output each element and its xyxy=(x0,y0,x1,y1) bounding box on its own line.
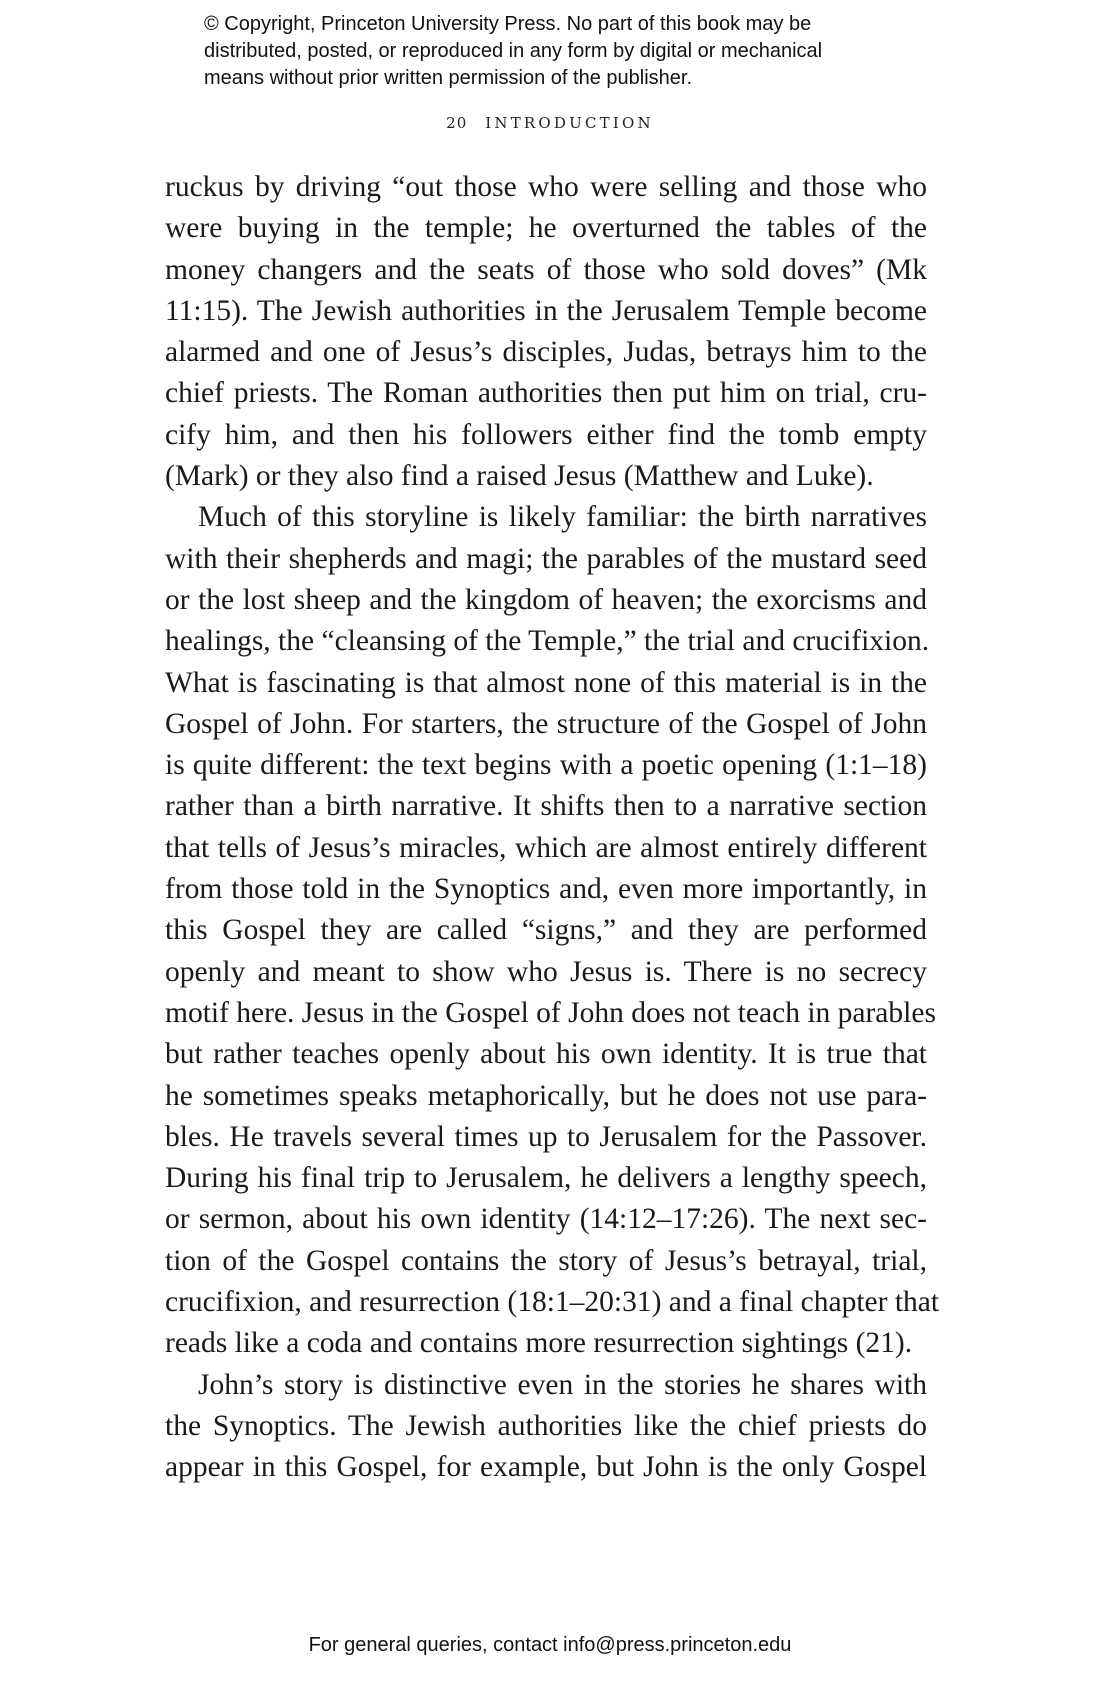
copyright-notice xyxy=(204,11,964,92)
text-line: he sometimes speaks metaphorically, but he does not use para- xyxy=(165,1079,927,1112)
paragraph xyxy=(165,167,927,497)
text-line: from those told in the Synoptics and, even more importantly, in xyxy=(165,873,927,906)
text-line: ruckus by driving “out those who were selling and those who xyxy=(165,171,927,203)
body-text xyxy=(165,167,940,1489)
text-line: or sermon, about his own identity (14:12–17:26). The next sec- xyxy=(165,1203,927,1236)
copyright-line: distributed, posted, or reproduced in any form by digital or mechanical xyxy=(204,40,823,62)
text-line: with their shepherds and magi; the parables of the mustard seed xyxy=(165,542,927,575)
text-line: is quite different: the text begins with a poetic opening (1:1–18) xyxy=(165,749,927,782)
paragraph xyxy=(165,497,940,1364)
text-line: Gospel of John. For starters, the structure of the Gospel of John xyxy=(165,707,927,740)
text-line: were buying in the temple; he overturned the tables of the xyxy=(165,212,927,245)
running-head xyxy=(0,114,1100,132)
copyright-line: means without prior written permission of the publisher. xyxy=(204,67,693,89)
text-line: the Synoptics. The Jewish authorities like the chief priests do xyxy=(165,1409,927,1442)
text-line: crucifixion, and resurrection (18:1–20:31) and a final chapter that xyxy=(165,1286,940,1319)
text-line: reads like a coda and contains more resurrection sightings (21). xyxy=(165,1327,913,1360)
text-line: John’s story is distinctive even in the stories he shares with xyxy=(198,1368,927,1401)
footer-contact: For general queries, contact info@press.princeton.edu xyxy=(308,1634,792,1656)
text-line: rather than a birth narrative. It shifts then to a narrative section xyxy=(165,790,927,823)
text-line: During his final trip to Jerusalem, he delivers a lengthy speech, xyxy=(165,1162,927,1195)
text-line: that tells of Jesus’s miracles, which are almost entirely different xyxy=(165,831,927,864)
text-line: but rather teaches openly about his own identity. It is true that xyxy=(165,1038,927,1071)
text-line: alarmed and one of Jesus’s disciples, Judas, betrays him to the xyxy=(165,336,927,369)
text-line: 11:15). The Jewish authorities in the Jerusalem Temple become xyxy=(165,294,927,327)
page-number: 20 xyxy=(446,114,468,132)
text-line: openly and meant to show who Jesus is. There is no secrecy xyxy=(165,955,927,988)
text-line: bles. He travels several times up to Jerusalem for the Passover. xyxy=(165,1120,927,1153)
copyright-line: © Copyright, Princeton University Press. No part of this book may be xyxy=(204,13,812,35)
paragraph xyxy=(165,1365,927,1489)
text-line: healings, the “cleansing of the Temple,” the trial and crucifixion. xyxy=(165,625,930,658)
text-line: What is fascinating is that almost none of this material is in the xyxy=(165,666,927,699)
text-line: tion of the Gospel contains the story of Jesus’s betrayal, trial, xyxy=(165,1244,927,1277)
text-line: cify him, and then his followers either find the tomb empty xyxy=(165,418,927,451)
section-title: INTRODUCTION xyxy=(485,114,654,132)
text-line: chief priests. The Roman authorities then put him on trial, cru- xyxy=(165,377,927,410)
text-line: this Gospel they are called “signs,” and they are performed xyxy=(165,914,927,947)
text-line: money changers and the seats of those who sold doves” (Mk xyxy=(165,253,927,286)
text-line: (Mark) or they also find a raised Jesus (Matthew and Luke). xyxy=(165,460,874,493)
text-line: or the lost sheep and the kingdom of heaven; the exorcisms and xyxy=(165,583,927,616)
text-line: appear in this Gospel, for example, but John is the only Gospel xyxy=(165,1451,927,1484)
text-line: Much of this storyline is likely familiar: the birth narratives xyxy=(198,501,927,534)
text-line: motif here. Jesus in the Gospel of John does not teach in parables xyxy=(165,996,936,1029)
